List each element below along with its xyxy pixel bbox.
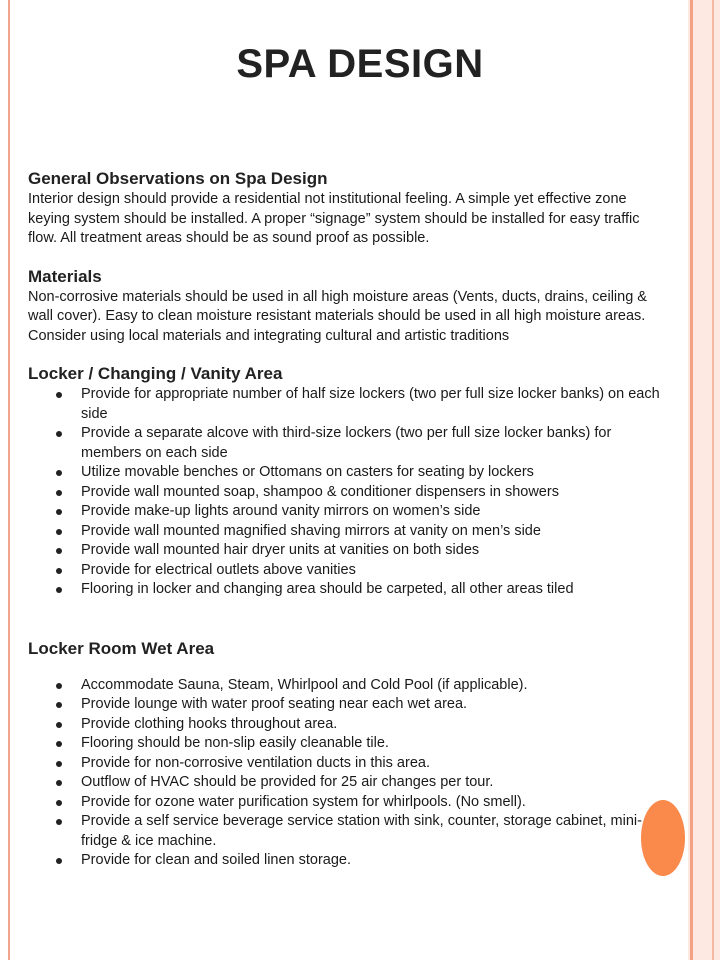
left-border-line [8,0,10,960]
section-heading: General Observations on Spa Design [28,169,328,188]
list-item: Provide for clean and soiled linen storage. [28,851,670,871]
list-item: Provide for electrical outlets above vanities [28,561,670,581]
section-materials [28,266,670,347]
list-item: Flooring in locker and changing area should be carpeted, all other areas tiled [28,580,670,600]
list-item: Provide make-up lights around vanity mirrors on women’s side [28,502,670,522]
section-heading: Locker Room Wet Area [28,638,215,658]
list-item: Accommodate Sauna, Steam, Whirlpool and Cold Pool (if applicable). [28,676,670,696]
document-body [28,168,670,871]
list-item: Provide for ozone water purification system for whirlpools. (No smell). [28,793,670,813]
list-item: Flooring should be non-slip easily cleanable tile. [28,734,670,754]
page-title: SPA DESIGN [236,42,484,86]
list-item: Provide for non-corrosive ventilation ducts in this area. [28,754,670,774]
right-border-line [690,0,693,960]
section-paragraph: Non-corrosive materials should be used in all high moisture areas (Vents, ducts, drains, ceiling & wall cover). Easy to clean moisture resistant materials should be used in all high moisture areas. Consider using local materials and integrating cultural and artistic traditions [28,288,647,344]
bullet-list [28,676,670,871]
list-item: Provide wall mounted magnified shaving mirrors at vanity on men’s side [28,522,670,542]
section-general-observations [28,168,670,249]
list-item: Outflow of HVAC should be provided for 25 air changes per tour. [28,773,670,793]
list-item: Provide a separate alcove with third-size lockers (two per full size locker banks) for members on each side [28,424,670,463]
bullet-list [28,385,670,600]
section-paragraph: Interior design should provide a residential not institutional feeling. A simple yet effective zone keying system should be installed. A proper “signage” system should be installed for easy traffic flow. All treatment areas should be as sound proof as possible. [28,191,640,246]
right-border-line-inner [712,0,714,960]
list-item: Provide lounge with water proof seating near each wet area. [28,695,670,715]
section-locker-changing-vanity [28,363,670,600]
section-heading: Locker / Changing / Vanity Area [28,364,283,383]
list-item: Provide a self service beverage service station with sink, counter, storage cabinet, mini-fridge & ice machine. [28,812,670,851]
list-item: Provide clothing hooks throughout area. [28,715,670,735]
section-heading: Materials [28,266,102,286]
section-locker-room-wet-area [28,638,670,871]
list-item: Provide wall mounted hair dryer units at vanities on both sides [28,541,670,561]
list-item: Utilize movable benches or Ottomans on casters for seating by lockers [28,463,670,483]
list-item: Provide wall mounted soap, shampoo & conditioner dispensers in showers [28,483,670,503]
list-item: Provide for appropriate number of half size lockers (two per full size locker banks) on each side [28,385,670,424]
